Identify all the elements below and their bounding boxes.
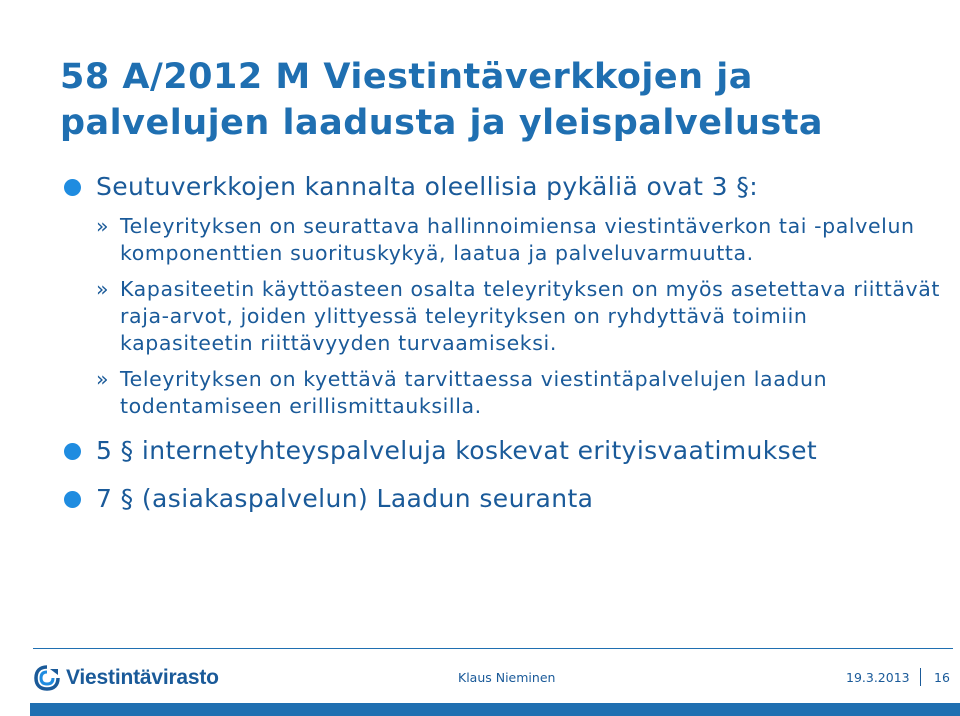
bullet-3-text: 7 § (asiakaspalvelun) Laadun seuranta [96, 484, 594, 513]
sub-bullet-1 [62, 213, 942, 267]
sub-bullet-marker: » [96, 214, 110, 238]
footer-separator [920, 668, 921, 686]
viestintavirasto-logo [34, 665, 219, 691]
bullet-1-text: Seutuverkkojen kannalta oleellisia pykäliä ovat 3 §: [96, 172, 759, 201]
bullet-dot-icon [64, 443, 81, 460]
sub-bullet-1-text: Teleyrityksen on seurattava hallinnoimiensa viestintäverkon tai -palvelun komponenttien suorituskykyä, laatua ja palveluvarmuutta. [120, 214, 915, 265]
slide-content [62, 170, 942, 516]
sub-bullet-marker: » [96, 367, 110, 391]
bullet-2 [62, 434, 942, 468]
logo-icon [34, 665, 60, 691]
footer-bar [30, 703, 960, 716]
bullet-2-text: 5 § internetyhteyspalveluja koskevat erityisvaatimukset [96, 436, 818, 465]
bullet-3 [62, 482, 942, 516]
footer-date: 19.3.2013 [846, 670, 910, 685]
bullet-dot-icon [64, 491, 81, 508]
footer-author: Klaus Nieminen [458, 670, 556, 685]
sub-bullet-3-text: Teleyrityksen on kyettävä tarvittaessa viestintäpalvelujen laadun todentamiseen erillismittauksilla. [120, 367, 828, 418]
sub-bullet-2 [62, 276, 942, 357]
sub-bullet-marker: » [96, 277, 110, 301]
sub-bullet-2-text: Kapasiteetin käyttöasteen osalta teleyrityksen on myös asetettava riittävät raja-arvot, joiden ylittyessä teleyrityksen on ryhdyttävä toimiin kapasiteetin riittävyyden turvaamiseksi. [120, 277, 941, 355]
slide-title: 58 A/2012 M Viestintäverkkojen ja palvelujen laadusta ja yleispalvelusta [60, 57, 824, 143]
footer-divider [33, 648, 953, 649]
sub-bullet-3 [62, 366, 942, 420]
page-number: 16 [934, 670, 950, 685]
logo-text: Viestintävirasto [66, 666, 219, 689]
bullet-1 [62, 170, 942, 204]
bullet-dot-icon [64, 179, 81, 196]
